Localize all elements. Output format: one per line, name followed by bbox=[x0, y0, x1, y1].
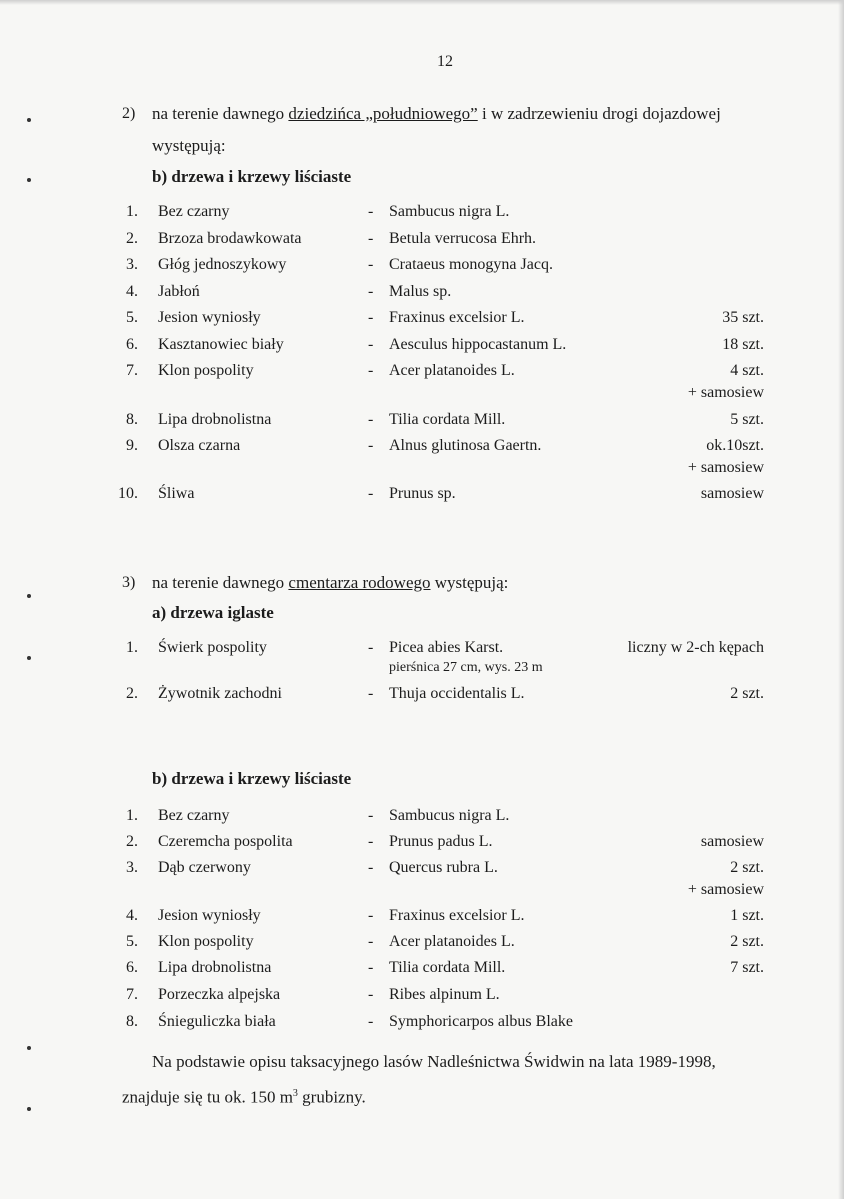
item-polish-name: Lipa drobnolistna bbox=[158, 411, 272, 428]
item-dash: - bbox=[368, 256, 374, 273]
item-number: 9. bbox=[126, 437, 138, 454]
item-dash: - bbox=[368, 959, 374, 976]
item-count: 5 szt. bbox=[730, 411, 764, 428]
item-number: 8. bbox=[126, 1013, 138, 1030]
item-count: 2 szt. bbox=[730, 933, 764, 950]
item-polish-name: Jesion wyniosły bbox=[158, 907, 261, 924]
margin-dot bbox=[27, 594, 31, 598]
section-2-intro-pre: na terenie dawnego bbox=[152, 104, 289, 123]
closing-line-2 bbox=[122, 1084, 366, 1108]
item-number: 6. bbox=[126, 959, 138, 976]
margin-dot bbox=[27, 1046, 31, 1050]
item-count: samosiew bbox=[700, 485, 764, 502]
item-latin-name: Aesculus hippocastanum L. bbox=[389, 336, 567, 353]
item-polish-name: Głóg jednoszykowy bbox=[158, 256, 287, 273]
closing-line-2-post: grubizny. bbox=[297, 1087, 366, 1107]
item-number: 8. bbox=[126, 411, 138, 428]
item-polish-name: Jesion wyniosły bbox=[158, 309, 261, 326]
item-latin-name: Crataeus monogyna Jacq. bbox=[389, 256, 553, 273]
section-2-number: 2) bbox=[122, 105, 136, 122]
item-number: 7. bbox=[126, 986, 138, 1003]
margin-dot bbox=[27, 656, 31, 660]
item-dash: - bbox=[368, 283, 374, 300]
item-number: 5. bbox=[126, 933, 138, 950]
item-latin-name: Betula verrucosa Ehrh. bbox=[389, 230, 537, 247]
item-note: pierśnica 27 cm, wys. 23 m bbox=[389, 660, 543, 675]
section-2-intro-post: i w zadrzewieniu drogi dojazdowej bbox=[477, 104, 721, 123]
scan-edge-right bbox=[838, 0, 844, 1199]
item-polish-name: Żywotnik zachodni bbox=[158, 685, 282, 702]
item-count-extra: + samosiew bbox=[687, 881, 764, 898]
item-count: ok.10szt. bbox=[706, 437, 764, 454]
item-number: 4. bbox=[126, 907, 138, 924]
item-dash: - bbox=[368, 203, 374, 220]
item-dash: - bbox=[368, 230, 374, 247]
item-polish-name: Bez czarny bbox=[158, 203, 230, 220]
item-polish-name: Brzoza brodawkowata bbox=[158, 230, 302, 247]
section-3-intro-underlined: cmentarza rodowego bbox=[288, 573, 431, 592]
item-polish-name: Świerk pospolity bbox=[158, 639, 267, 656]
item-latin-name: Sambucus nigra L. bbox=[389, 807, 510, 824]
item-latin-name: Quercus rubra L. bbox=[389, 859, 498, 876]
item-dash: - bbox=[368, 986, 374, 1003]
item-number: 4. bbox=[126, 283, 138, 300]
item-latin-name: Prunus padus L. bbox=[389, 833, 493, 850]
item-latin-name: Tilia cordata Mill. bbox=[389, 959, 506, 976]
section-3-intro-pre: na terenie dawnego bbox=[152, 573, 289, 592]
item-count: 4 szt. bbox=[730, 362, 764, 379]
item-number: 10. bbox=[118, 485, 138, 502]
item-latin-name: Acer platanoides L. bbox=[389, 362, 515, 379]
margin-dot bbox=[27, 178, 31, 182]
section-2-intro-line2: występują: bbox=[152, 136, 226, 155]
item-latin-name: Alnus glutinosa Gaertn. bbox=[389, 437, 542, 454]
item-number: 1. bbox=[126, 807, 138, 824]
item-count: samosiew bbox=[700, 833, 764, 850]
item-dash: - bbox=[368, 807, 374, 824]
page-number: 12 bbox=[437, 53, 453, 70]
scan-edge-top bbox=[0, 0, 844, 5]
item-number: 7. bbox=[126, 362, 138, 379]
closing-line-2-sup: 3 bbox=[292, 1088, 298, 1099]
item-polish-name: Lipa drobnolistna bbox=[158, 959, 272, 976]
item-count: 1 szt. bbox=[730, 907, 764, 924]
section-3-intro-post: występują: bbox=[430, 573, 509, 592]
item-number: 6. bbox=[126, 336, 138, 353]
item-dash: - bbox=[368, 859, 374, 876]
item-dash: - bbox=[368, 833, 374, 850]
section-3-number: 3) bbox=[122, 574, 136, 591]
closing-line-2-pre: znajduje się tu ok. 150 m bbox=[122, 1087, 293, 1107]
item-latin-name: Fraxinus excelsior L. bbox=[389, 907, 525, 924]
item-latin-name: Sambucus nigra L. bbox=[389, 203, 510, 220]
item-number: 1. bbox=[126, 203, 138, 220]
item-polish-name: Czeremcha pospolita bbox=[158, 833, 293, 850]
item-polish-name: Klon pospolity bbox=[158, 933, 254, 950]
item-latin-name: Malus sp. bbox=[389, 283, 452, 300]
item-latin-name: Picea abies Karst. bbox=[389, 639, 504, 656]
section-2-intro bbox=[152, 104, 721, 124]
item-polish-name: Jabłoń bbox=[158, 283, 200, 300]
item-polish-name: Klon pospolity bbox=[158, 362, 254, 379]
item-polish-name: Porzeczka alpejska bbox=[158, 986, 281, 1003]
section-2-intro-underlined: dziedzińca „południowego” bbox=[288, 104, 478, 123]
item-polish-name: Bez czarny bbox=[158, 807, 230, 824]
item-number: 2. bbox=[126, 685, 138, 702]
item-polish-name: Dąb czerwony bbox=[158, 859, 251, 876]
item-number: 2. bbox=[126, 230, 138, 247]
item-number: 3. bbox=[126, 256, 138, 273]
item-dash: - bbox=[368, 362, 374, 379]
item-number: 5. bbox=[126, 309, 138, 326]
item-polish-name: Olsza czarna bbox=[158, 437, 241, 454]
item-dash: - bbox=[368, 639, 374, 656]
item-count: 35 szt. bbox=[722, 309, 764, 326]
item-polish-name: Kasztanowiec biały bbox=[158, 336, 284, 353]
item-polish-name: Śliwa bbox=[158, 485, 195, 502]
item-dash: - bbox=[368, 336, 374, 353]
item-count: 2 szt. bbox=[730, 685, 764, 702]
closing-line-1: Na podstawie opisu taksacyjnego lasów Nadleśnictwa Świdwin na lata 1989-1998, bbox=[152, 1052, 716, 1071]
item-dash: - bbox=[368, 1013, 374, 1030]
item-number: 3. bbox=[126, 859, 138, 876]
item-count-extra: + samosiew bbox=[687, 384, 764, 401]
margin-dot bbox=[27, 118, 31, 122]
item-dash: - bbox=[368, 485, 374, 502]
item-latin-name: Fraxinus excelsior L. bbox=[389, 309, 525, 326]
item-count: 2 szt. bbox=[730, 859, 764, 876]
item-number: 1. bbox=[126, 639, 138, 656]
item-number: 2. bbox=[126, 833, 138, 850]
item-dash: - bbox=[368, 309, 374, 326]
item-latin-name: Symphoricarpos albus Blake bbox=[389, 1013, 573, 1030]
section-3-intro bbox=[152, 573, 508, 593]
item-latin-name: Prunus sp. bbox=[389, 485, 456, 502]
item-count: 7 szt. bbox=[730, 959, 764, 976]
item-dash: - bbox=[368, 907, 374, 924]
item-latin-name: Ribes alpinum L. bbox=[389, 986, 500, 1003]
item-latin-name: Acer platanoides L. bbox=[389, 933, 515, 950]
item-polish-name: Śnieguliczka biała bbox=[158, 1013, 276, 1030]
item-dash: - bbox=[368, 933, 374, 950]
item-dash: - bbox=[368, 685, 374, 702]
item-count-extra: + samosiew bbox=[687, 459, 764, 476]
item-count: 18 szt. bbox=[722, 336, 764, 353]
section-2-heading: b) drzewa i krzewy liściaste bbox=[152, 167, 352, 186]
section-3-heading-b: b) drzewa i krzewy liściaste bbox=[152, 769, 352, 788]
item-dash: - bbox=[368, 437, 374, 454]
item-dash: - bbox=[368, 411, 374, 428]
item-latin-name: Thuja occidentalis L. bbox=[389, 685, 525, 702]
section-3-heading-a: a) drzewa iglaste bbox=[152, 603, 274, 622]
margin-dot bbox=[27, 1107, 31, 1111]
item-latin-name: Tilia cordata Mill. bbox=[389, 411, 506, 428]
item-count: liczny w 2-ch kępach bbox=[627, 639, 764, 656]
